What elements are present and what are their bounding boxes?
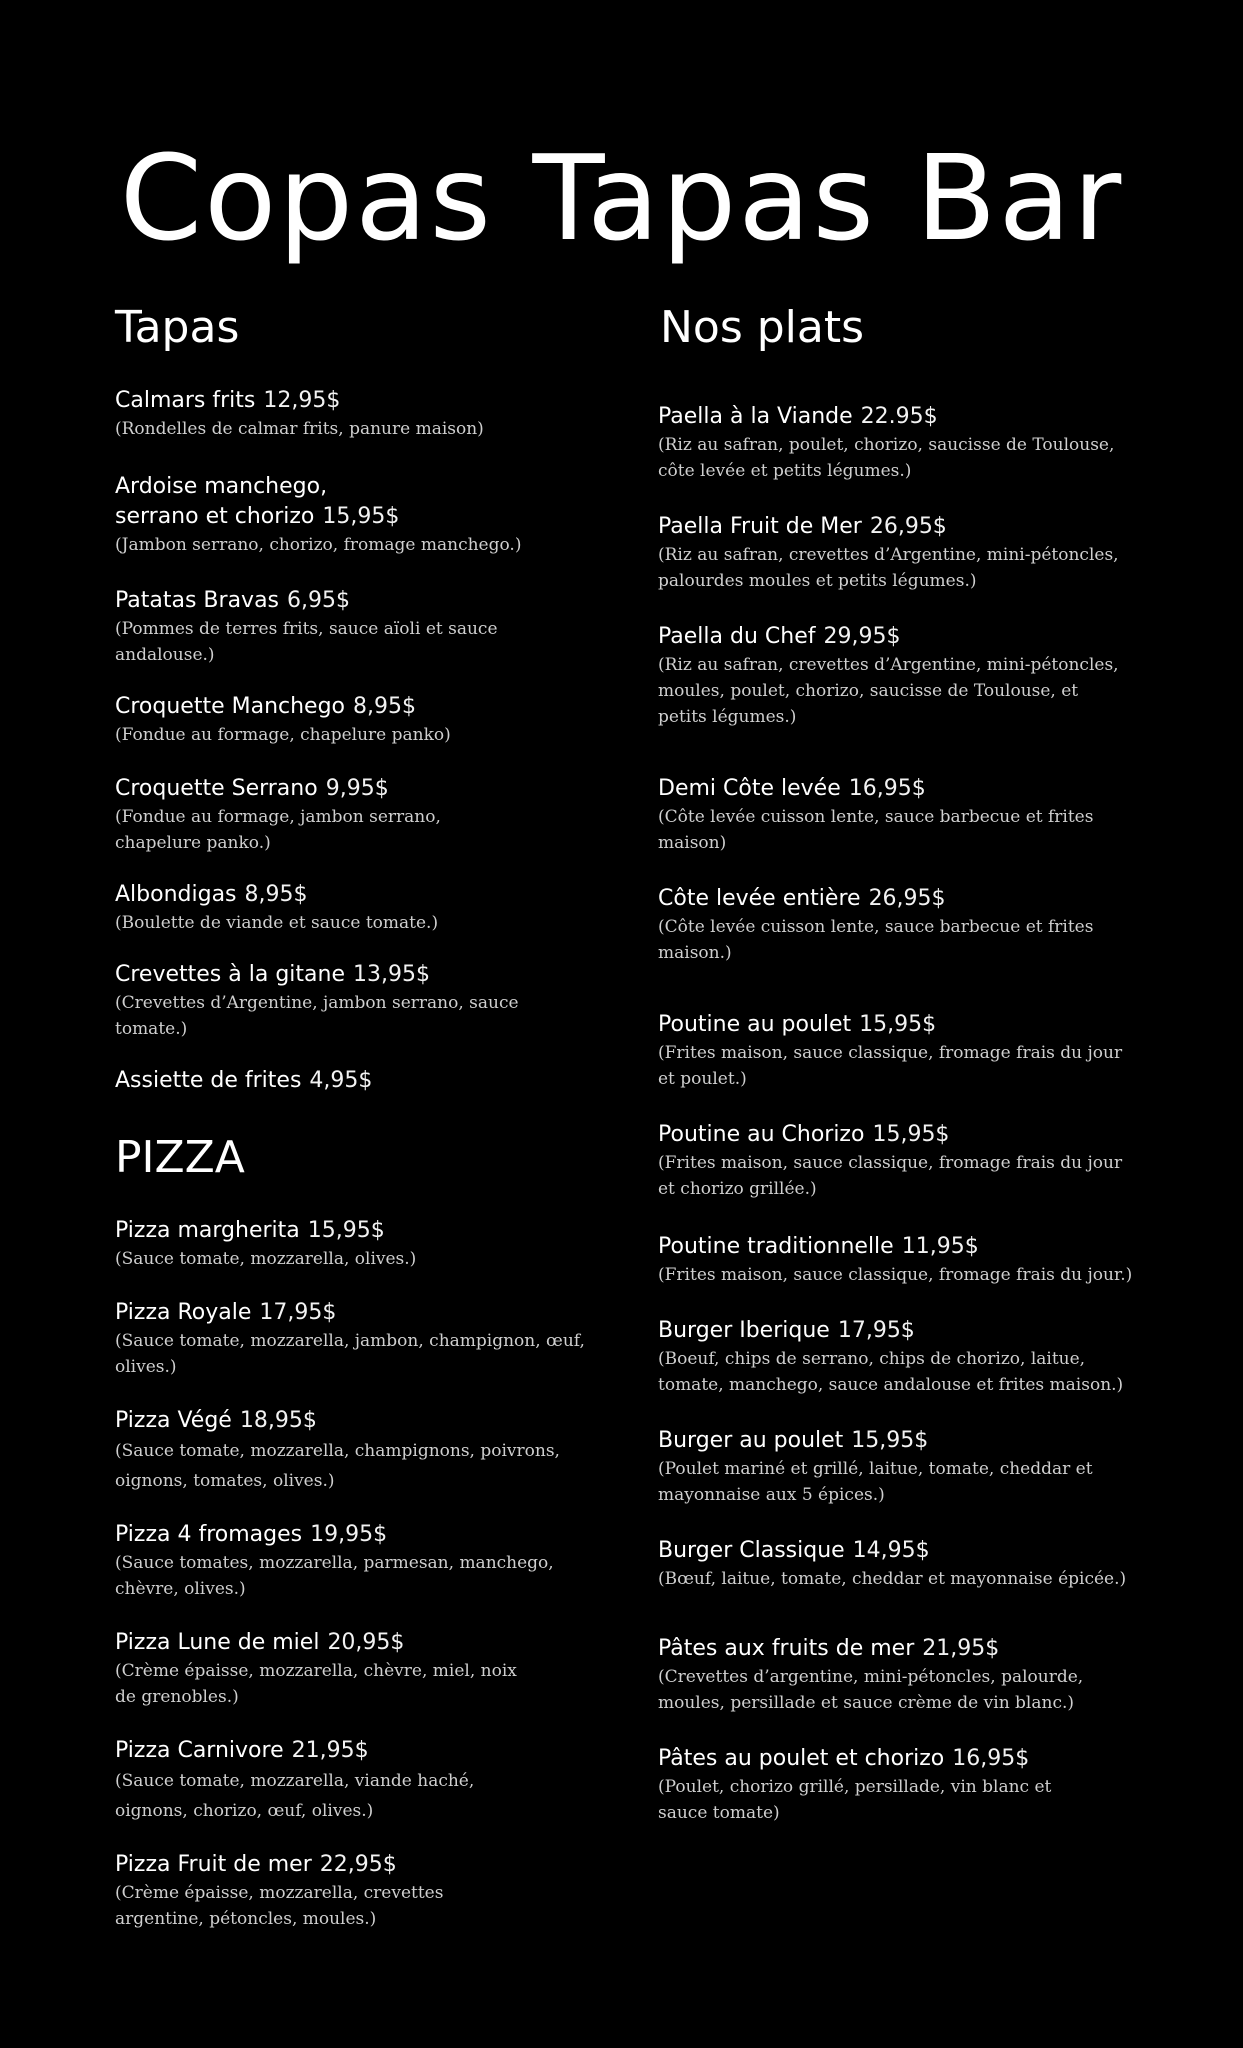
- restaurant-title: Copas Tapas Bar: [119, 129, 1124, 267]
- tapas-heading: Tapas: [115, 302, 240, 353]
- item-price: 16,95$: [848, 776, 926, 801]
- item-description: (Poulet, chorizo grillé, persillade, vin blanc et sauce tomate): [658, 1777, 1052, 1823]
- item-price: 9,95$: [325, 776, 389, 801]
- item-price: 20,95$: [327, 1630, 405, 1655]
- item-description: (Crème épaisse, mozzarella, crevettes argentine, pétoncles, moules.): [115, 1883, 444, 1929]
- item-price: 21,95$: [291, 1738, 369, 1763]
- item-price: 15,95$: [872, 1122, 950, 1147]
- item-description: (Frites maison, sauce classique, fromage frais du jour et chorizo grillée.): [658, 1153, 1123, 1199]
- item-description: (Riz au safran, crevettes d’Argentine, mini-pétoncles, palourdes moules et petits légumes.): [658, 545, 1119, 591]
- item-price: 15,95$: [859, 1012, 937, 1037]
- item-price: 12,95$: [263, 388, 341, 413]
- tapas-item: [115, 880, 585, 936]
- plat-item: [658, 1120, 1128, 1202]
- tapas-item: [115, 386, 585, 442]
- item-name: Demi Côte levée: [658, 776, 841, 801]
- tapas-item: [115, 960, 585, 1042]
- tapas-item: [115, 472, 522, 558]
- item-price: 29,95$: [823, 624, 901, 649]
- plat-item: [658, 1634, 1128, 1716]
- pizza-item: [115, 1628, 585, 1710]
- item-description: (Bœuf, laitue, tomate, cheddar et mayonnaise épicée.): [658, 1569, 1127, 1589]
- item-price: 17,95$: [837, 1318, 915, 1343]
- plat-item: [658, 402, 1128, 484]
- plat-item: [658, 774, 1128, 856]
- item-description: (Frites maison, sauce classique, fromage frais du jour.): [658, 1265, 1133, 1285]
- pizza-item: [115, 1216, 585, 1272]
- plat-item: [658, 1232, 1138, 1288]
- item-name: Albondigas: [115, 882, 237, 907]
- plat-item: [658, 1316, 1128, 1398]
- pizza-item: [115, 1406, 585, 1496]
- plat-item: [658, 512, 1128, 594]
- item-description: (Crevettes d’Argentine, jambon serrano, sauce tomate.): [115, 993, 519, 1039]
- item-description: (Sauce tomate, mozzarella, viande haché, oignons, chorizo, œuf, olives.): [115, 1771, 475, 1821]
- item-price: 6,95$: [287, 588, 350, 613]
- item-price: 13,95$: [352, 962, 430, 987]
- plat-item: [658, 884, 1128, 966]
- item-description: (Boulette de viande et sauce tomate.): [115, 913, 439, 933]
- item-price: 17,95$: [259, 1300, 337, 1325]
- item-price: 11,95$: [901, 1234, 979, 1259]
- item-name: Burger Iberique: [658, 1318, 830, 1343]
- item-name: Poutine traditionnelle: [658, 1234, 894, 1259]
- item-name: Pâtes aux fruits de mer: [658, 1636, 915, 1661]
- item-name: Croquette Serrano: [115, 776, 318, 801]
- item-name: Croquette Manchego: [115, 694, 346, 719]
- plats-heading: Nos plats: [660, 302, 865, 353]
- item-name: Poutine au poulet: [658, 1012, 852, 1037]
- pizza-heading: PIZZA: [115, 1132, 245, 1183]
- plat-item: [658, 1426, 1128, 1508]
- item-price: 14,95$: [852, 1538, 930, 1563]
- tapas-item: [115, 586, 585, 668]
- item-description: (Jambon serrano, chorizo, fromage manchego.): [115, 535, 522, 555]
- item-name: Côte levée entière: [658, 886, 861, 911]
- item-description: (Sauce tomate, mozzarella, champignons, poivrons, oignons, tomates, olives.): [115, 1441, 560, 1491]
- item-price: 8,95$: [244, 882, 308, 907]
- item-price: 4,95$: [309, 1068, 373, 1093]
- item-name: Poutine au Chorizo: [658, 1122, 865, 1147]
- item-price: 22,95$: [319, 1852, 397, 1877]
- item-description: (Rondelles de calmar frits, panure maison): [115, 419, 484, 439]
- pizza-item: [115, 1736, 585, 1826]
- item-description: (Frites maison, sauce classique, fromage frais du jour et poulet.): [658, 1043, 1123, 1089]
- item-description: (Crème épaisse, mozzarella, chèvre, miel, noix de grenobles.): [115, 1661, 517, 1707]
- item-name: Paella du Chef: [658, 624, 816, 649]
- item-price: 26,95$: [868, 886, 946, 911]
- item-name: Calmars frits: [115, 388, 256, 413]
- item-description: (Pommes de terres frits, sauce aïoli et sauce andalouse.): [115, 619, 498, 665]
- item-name: Pizza Carnivore: [115, 1738, 284, 1763]
- item-name: Pizza Fruit de mer: [115, 1852, 312, 1877]
- item-name: Pizza Royale: [115, 1300, 252, 1325]
- item-name: Patatas Bravas: [115, 588, 280, 613]
- pizza-item: [115, 1298, 585, 1380]
- tapas-item: [115, 692, 585, 748]
- item-description: (Sauce tomates, mozzarella, parmesan, manchego, chèvre, olives.): [115, 1553, 554, 1599]
- pizza-item: [115, 1850, 585, 1932]
- item-price: 18,95$: [239, 1408, 317, 1433]
- item-name: Pizza margherita: [115, 1218, 300, 1243]
- item-name: Assiette de frites: [115, 1068, 302, 1093]
- plat-item: [658, 1744, 1128, 1826]
- item-price: 8,95$: [353, 694, 416, 719]
- item-name: Paella Fruit de Mer: [658, 514, 862, 539]
- item-name: Pizza 4 fromages: [115, 1522, 303, 1547]
- item-description: (Côte levée cuisson lente, sauce barbecue et frites maison): [658, 807, 1094, 853]
- item-description: (Poulet mariné et grillé, laitue, tomate, cheddar et mayonnaise aux 5 épices.): [658, 1459, 1093, 1505]
- item-price: 19,95$: [310, 1522, 388, 1547]
- item-price: 26,95$: [869, 514, 947, 539]
- item-price: 16,95$: [952, 1746, 1030, 1771]
- item-description: (Sauce tomate, mozzarella, jambon, champignon, œuf, olives.): [115, 1331, 585, 1377]
- item-description: (Fondue au formage, chapelure panko): [115, 725, 451, 745]
- pizza-item: [115, 1520, 585, 1602]
- item-name: Pizza Végé: [115, 1408, 232, 1433]
- item-price: 22.95$: [860, 404, 938, 429]
- item-name: Pâtes au poulet et chorizo: [658, 1746, 945, 1771]
- plat-item: [658, 1010, 1128, 1092]
- item-name: Crevettes à la gitane: [115, 962, 345, 987]
- item-description: (Fondue au formage, jambon serrano, chapelure panko.): [115, 807, 441, 853]
- item-description: (Côte levée cuisson lente, sauce barbecue et frites maison.): [658, 917, 1094, 963]
- item-description: (Boeuf, chips de serrano, chips de chorizo, laitue, tomate, manchego, sauce andalouse et frites maison.): [658, 1349, 1124, 1395]
- item-price: 21,95$: [922, 1636, 1000, 1661]
- item-price: 15,95$: [851, 1428, 929, 1453]
- item-name: Pizza Lune de miel: [115, 1630, 320, 1655]
- item-name: Burger Classique: [658, 1538, 845, 1563]
- tapas-item: [115, 774, 585, 856]
- item-description: (Riz au safran, poulet, chorizo, saucisse de Toulouse, côte levée et petits légumes.): [658, 435, 1115, 481]
- item-description: (Crevettes d’argentine, mini-pétoncles, palourde, moules, persillade et sauce crème de vin blanc.): [658, 1667, 1084, 1713]
- tapas-item: [115, 1066, 585, 1096]
- item-price: 15,95$: [307, 1218, 385, 1243]
- item-price: 15,95$: [322, 504, 400, 529]
- item-description: (Riz au safran, crevettes d’Argentine, mini-pétoncles, moules, poulet, chorizo, saucisse de Toulouse, et petits légumes.): [658, 655, 1119, 727]
- plat-item: [658, 1536, 1128, 1592]
- item-name: Ardoise manchego, serrano et chorizo: [115, 474, 328, 529]
- item-name: Paella à la Viande: [658, 404, 853, 429]
- item-description: (Sauce tomate, mozzarella, olives.): [115, 1249, 417, 1269]
- plat-item: [658, 622, 1128, 730]
- item-name: Burger au poulet: [658, 1428, 844, 1453]
